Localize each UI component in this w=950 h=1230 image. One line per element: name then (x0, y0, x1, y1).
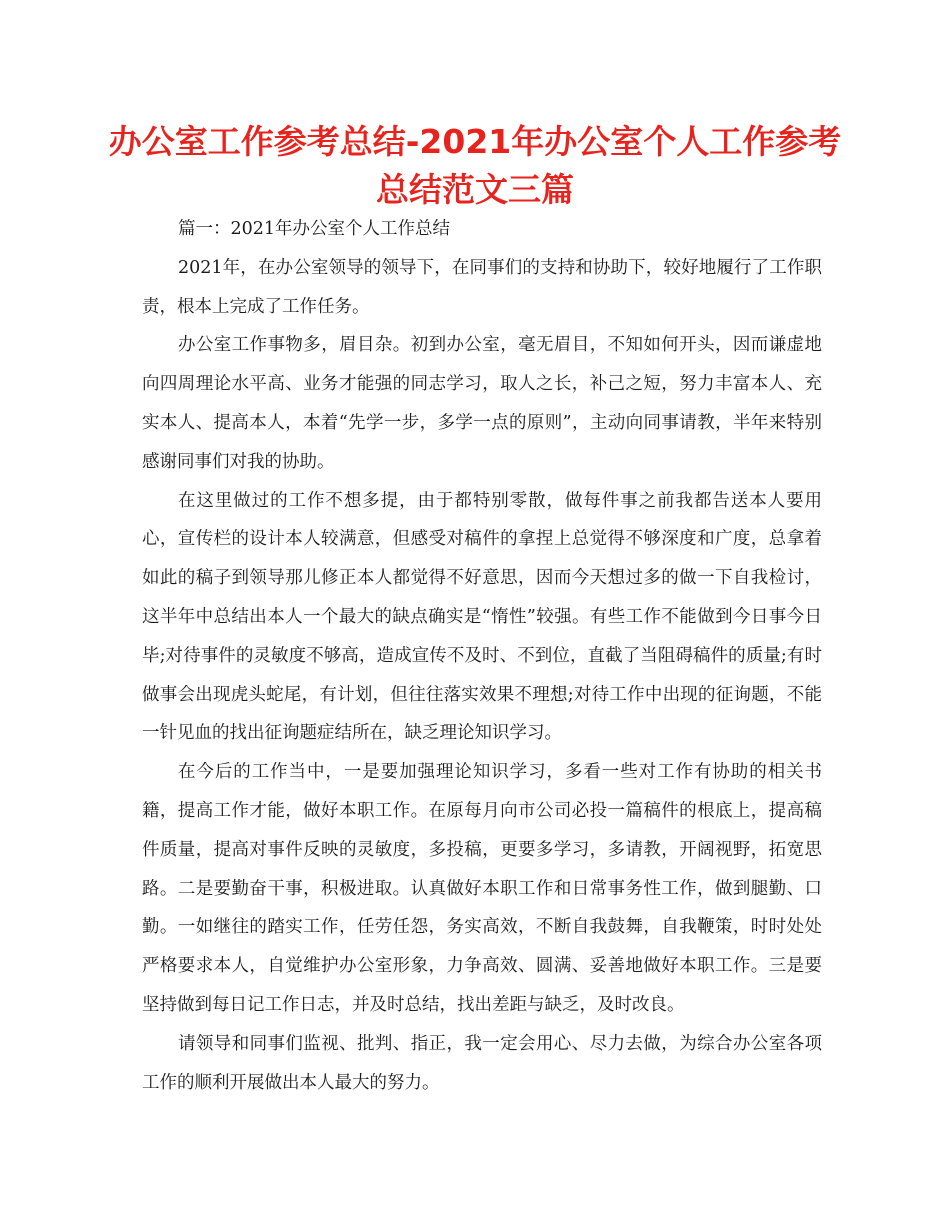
paragraph: 在这里做过的工作不想多提，由于都特别零散，做每件事之前我都告送本人要用心，宣传栏的设计本人较满意，但感受对稿件的拿捏上总觉得不够深度和广度，总拿着如此的稿子到领导那儿修正本人都觉得不好意思，因而今天想过多的做一下自我检讨，这半年中总结出本人一个最大的缺点确实是“惰性”较强。有些工作不能做到今日事今日毕;对待事件的灵敏度不够高，造成宣传不及时、不到位，直截了当阻碍稿件的质量;有时做事会出现虎头蛇尾，有计划，但往往落实效果不理想;对待工作中出现的征询题，不能一针见血的找出征询题症结所在，缺乏理论知识学习。 (142, 490, 822, 744)
paragraph: 2021年，在办公室领导的领导下，在同事们的支持和协助下，较好地履行了工作职责，根本上完成了工作任务。 (142, 257, 822, 317)
paragraph: 在今后的工作当中，一是要加强理论知识学习，多看一些对工作有协助的相关书籍，提高工作才能，做好本职工作。在原每月向市公司必投一篇稿件的根底上，提高稿件质量，提高对事件反映的灵敏度，多投稿，更要多学习，多请教，开阔视野，拓宽思路。二是要勤奋干事，积极进取。认真做好本职工作和日常事务性工作，做到腿勤、口勤。一如继往的踏实工作，任劳任怨，务实高效，不断自我鼓舞，自我鞭策，时时处处严格要求本人，自觉维护办公室形象，力争高效、圆满、妥善地做好本职工作。三是要坚持做到每日记工作日志，并及时总结，找出差距与缺乏，及时改良。 (142, 762, 822, 1015)
section-heading: 篇一：2021年办公室个人工作总结 (178, 219, 451, 239)
paragraph: 请领导和同事们监视、批判、指正，我一定会用心、尽力去做，为综合办公室各项工作的顺利开展做出本人最大的努力。 (142, 1033, 822, 1093)
document-body (142, 210, 822, 1102)
document-title: 办公室工作参考总结-2021年办公室个人工作参考总结范文三篇 (108, 122, 842, 209)
paragraph: 办公室工作事物多，眉目杂。初到办公室，毫无眉目，不知如何开头，因而谦虚地向四周理论水平高、业务才能强的同志学习，取人之长，补己之短，努力丰富本人、充实本人、提高本人，本着“先学一步，多学一点的原则”，主动向同事请教，半年来特别感谢同事们对我的协助。 (142, 335, 822, 472)
